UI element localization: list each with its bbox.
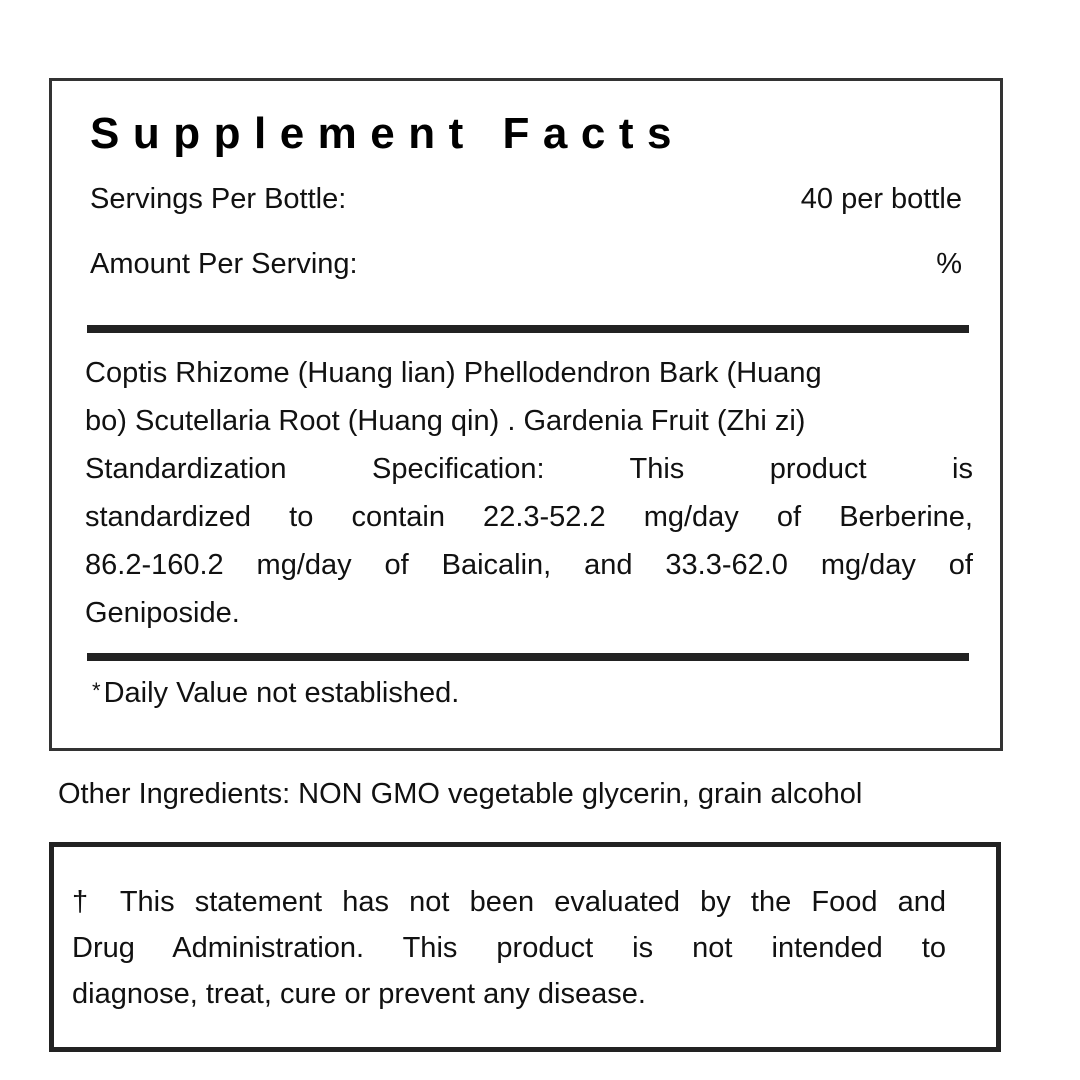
servings-value: 40 per bottle bbox=[800, 183, 962, 215]
ingredients-text bbox=[85, 349, 973, 637]
other-ingredients: Other Ingredients: NON GMO vegetable glycerin, grain alcohol bbox=[58, 778, 863, 810]
ingredient-line: bo) Scutellaria Root (Huang qin) . Gardenia Fruit (Zhi zi) bbox=[85, 405, 806, 437]
amount-value: % bbox=[936, 248, 962, 280]
servings-row bbox=[90, 183, 962, 216]
ingredient-line: Coptis Rhizome (Huang lian) Phellodendron Bark (Huang bbox=[85, 357, 822, 389]
footnote-text: Daily Value not established. bbox=[103, 677, 460, 709]
daily-value-footnote bbox=[92, 677, 459, 710]
disclaimer-line: † This statement has not been evaluated by the Food and bbox=[72, 886, 946, 918]
divider-rule bbox=[87, 653, 969, 661]
footnote-symbol: * bbox=[92, 678, 101, 703]
servings-label: Servings Per Bottle: bbox=[90, 183, 347, 215]
standardization-line: Geniposide. bbox=[85, 597, 240, 629]
disclaimer-line: diagnose, treat, cure or prevent any disease. bbox=[72, 978, 646, 1010]
standardization-line: standardized to contain 22.3-52.2 mg/day of Berberine, bbox=[85, 501, 973, 533]
panel-title: Supplement Facts bbox=[90, 109, 685, 158]
amount-row bbox=[90, 248, 962, 281]
disclaimer-line: Drug Administration. This product is not intended to bbox=[72, 932, 946, 964]
disclaimer-text bbox=[72, 879, 946, 1017]
standardization-line: Standardization Specification: This product is bbox=[85, 453, 973, 485]
fda-disclaimer-box bbox=[49, 842, 1001, 1052]
amount-label: Amount Per Serving: bbox=[90, 248, 358, 280]
supplement-facts-panel bbox=[49, 78, 1003, 751]
standardization-line: 86.2-160.2 mg/day of Baicalin, and 33.3-62.0 mg/day of bbox=[85, 549, 973, 581]
divider-rule bbox=[87, 325, 969, 333]
